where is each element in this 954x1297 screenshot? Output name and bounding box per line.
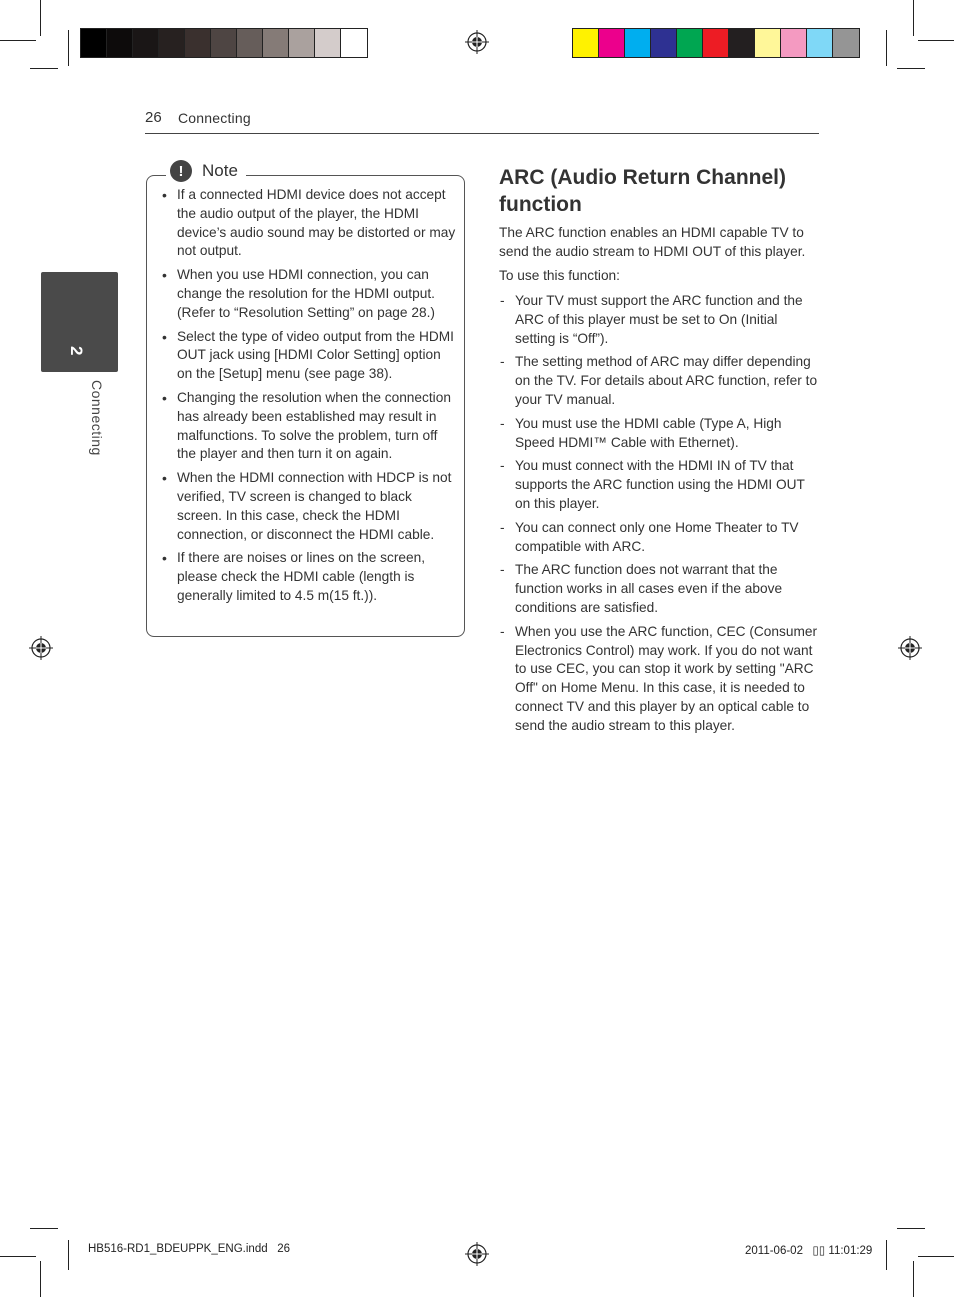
registration-mark-icon [465,1242,489,1266]
list-item: - Your TV must support the ARC function and the ARC of this player must be set to On (Initial setting is “Off”). [499,292,821,348]
crop-mark [897,1228,925,1229]
gray-color-bar [80,28,368,58]
print-slug-timestamp: 2011-06-02 ▯▯ 11:01:29 [745,1245,873,1257]
crop-mark [40,0,41,36]
color-swatch [781,29,807,57]
color-swatch [755,29,781,57]
note-item: • Changing the resolution when the connection has already been established may result in malfunctions. To solve the problem, turn off the player and then turn it on again. [160,389,456,464]
note-header [166,159,246,183]
color-swatch [341,29,367,57]
page-number: 26 [145,109,162,126]
list-item: - When you use the ARC function, CEC (Consumer Electronics Control) may work. If you do not want to use CEC, you can stop it work by setting "ARC Off" on Home Menu. In this case, it is needed to connect TV and this player by an optical cable to send the audio stream to this player. [499,623,821,736]
color-swatch [677,29,703,57]
header-divider [145,133,819,134]
crop-mark [68,1240,69,1270]
crop-mark [918,40,954,41]
cmyk-color-bar [572,28,860,58]
crop-mark [68,30,69,66]
note-item: • If there are noises or lines on the screen, please check the HDMI cable (length is generally limited to 4.5 m(15 ft.)). [160,549,456,605]
crop-mark [897,68,925,69]
color-swatch [729,29,755,57]
color-swatch [315,29,341,57]
note-item: • When the HDMI connection with HDCP is not verified, TV screen is changed to black screen. In this case, check the HDMI connection, or disconnect the HDMI cable. [160,469,456,544]
crop-mark [0,1256,36,1257]
list-item: - The setting method of ARC may differ depending on the TV. For details about ARC function, refer to your TV manual. [499,353,821,409]
crop-mark [886,1240,887,1270]
exclamation-icon: ! [170,160,192,182]
chapter-label: Connecting [89,380,105,456]
crop-mark [30,68,58,69]
list-item: - You must connect with the HDMI IN of TV that supports the ARC function using the HDMI OUT on this player. [499,457,821,513]
arc-intro-paragraph: The ARC function enables an HDMI capable TV to send the audio stream to HDMI OUT of this player. [499,225,806,259]
color-swatch [703,29,729,57]
crop-mark [30,1228,58,1229]
color-swatch [237,29,263,57]
section-title: Connecting [178,110,251,126]
color-swatch [573,29,599,57]
color-swatch [833,29,859,57]
color-swatch [211,29,237,57]
color-swatch [651,29,677,57]
note-title: Note [202,161,238,180]
color-swatch [133,29,159,57]
registration-mark-icon [29,636,53,660]
note-item: • Select the type of video output from the HDMI OUT jack using [HDMI Color Setting] option on the [Setup] menu (see page 38). [160,328,456,384]
registration-mark-icon [898,636,922,660]
color-swatch [599,29,625,57]
color-swatch [159,29,185,57]
color-swatch [263,29,289,57]
list-item: - The ARC function does not warrant that the function works in all cases even if the above conditions are satisfied. [499,561,821,617]
color-swatch [107,29,133,57]
color-swatch [81,29,107,57]
crop-mark [913,1261,914,1297]
crop-mark [918,1256,954,1257]
list-item: - You must use the HDMI cable (Type A, High Speed HDMI™ Cable with Ethernet). [499,415,821,453]
note-item: • If a connected HDMI device does not accept the audio output of the player, the HDMI device’s audio sound may be distorted or may not output. [160,186,456,261]
color-swatch [625,29,651,57]
list-item: - You can connect only one Home Theater to TV compatible with ARC. [499,519,821,557]
print-slug-filename: HB516-RD1_BDEUPPK_ENG.indd 26 [88,1243,290,1255]
arc-requirements-list [499,292,821,741]
note-list [160,186,456,611]
crop-mark [913,0,914,36]
arc-section-heading: ARC (Audio Return Channel) function [499,166,786,216]
note-item: • When you use HDMI connection, you can change the resolution for the HDMI output. (Refer to “Resolution Setting” on page 28.) [160,266,456,322]
color-swatch [807,29,833,57]
registration-mark-icon [465,30,489,54]
crop-mark [886,30,887,66]
color-swatch [289,29,315,57]
color-swatch [185,29,211,57]
arc-usage-label: To use this function: [499,268,620,283]
chapter-number: 2 [67,346,86,356]
crop-mark [40,1261,41,1297]
crop-mark [0,40,36,41]
